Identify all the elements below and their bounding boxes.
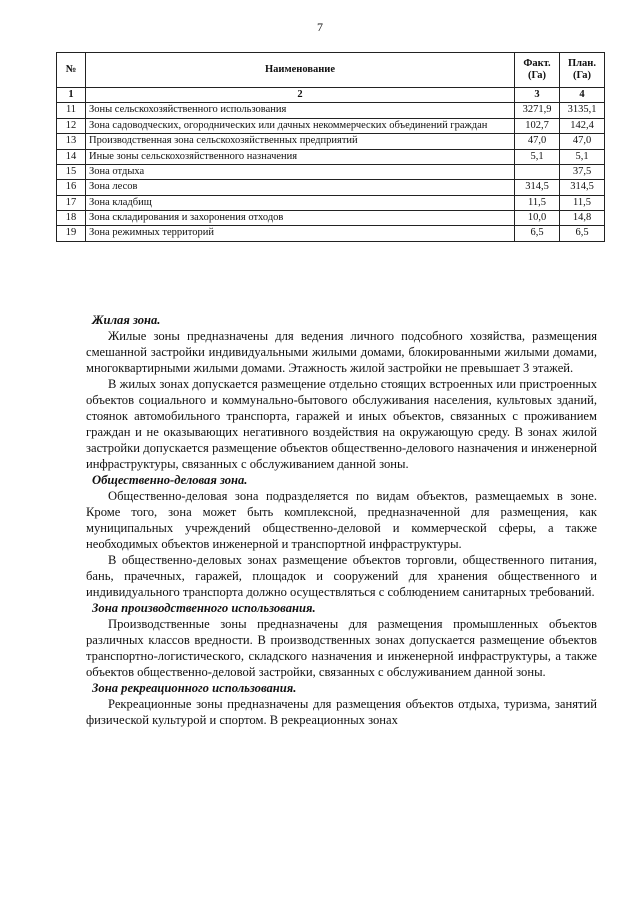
table-row [57,211,605,226]
land-use-table [56,52,605,242]
row-plan: 3135,1 [560,103,605,118]
row-num: 19 [57,226,86,241]
section-heading-residential: Жилая зона. [92,313,161,327]
row-plan: 6,5 [560,226,605,241]
row-num: 15 [57,164,86,179]
row-name: Зоны сельскохозяйственного использования [86,103,515,118]
row-name: Иные зоны сельскохозяйственного назначения [86,149,515,164]
table-index-row [57,88,605,103]
section-heading-recreational: Зона рекреационного использования. [92,681,297,695]
table-row [57,103,605,118]
row-num: 14 [57,149,86,164]
row-fact: 3271,9 [515,103,560,118]
document-body [86,312,597,728]
paragraph: Рекреационные зоны предназначены для размещения объектов отдыха, туризма, занятий физической культурой и спортом. В рекреационных зонах [86,697,597,727]
row-name: Зона режимных территорий [86,226,515,241]
index-cell: 1 [57,88,86,103]
row-num: 13 [57,134,86,149]
index-cell: 3 [515,88,560,103]
row-fact: 10,0 [515,211,560,226]
row-plan: 37,5 [560,164,605,179]
row-num: 17 [57,195,86,210]
paragraph: В жилых зонах допускается размещение отдельно стоящих встроенных или пристроенных объектов социального и коммунально-бытового обслуживания населения, культовых зданий, стоянок автомобильного транспорта, гаражей и иных объектов, связанных с проживанием граждан и не оказывающих негативного воздействия на окружающую среду. В зонах жилой застройки допускается размещение объектов общественно-делового назначения и инженерной инфраструктуры, связанных с обслуживанием данной зоны. [86,377,597,471]
row-plan: 14,8 [560,211,605,226]
row-plan: 47,0 [560,134,605,149]
row-fact: 314,5 [515,180,560,195]
row-fact: 102,7 [515,118,560,133]
paragraph: В общественно-деловых зонах размещение объектов торговли, общественного питания, бань, прачечных, гаражей, площадок и сооружений для хранения общественного и индивидуального транспорта должно осуществляться с соблюдением санитарных требований. [86,553,597,599]
row-name: Зона лесов [86,180,515,195]
table-row [57,195,605,210]
row-num: 11 [57,103,86,118]
paragraph: Производственные зоны предназначены для размещения промышленных объектов различных классов вредности. В производственных зонах допускается размещение объектов транспортно-логистического, складского назначения и инженерной инфраструктуры, а также объектов общественно-деловой застройки, связанных с обслуживанием данной зоны. [86,617,597,679]
table-row [57,118,605,133]
paragraph: Общественно-деловая зона подразделяется по видам объектов, размещаемых в зоне. Кроме того, зона может быть комплексной, предназначенной для размещения, как муниципальных учреждений общественно-деловой и коммерческой сферы, а также необходимых объектов инженерной и транспортной инфраструктуры. [86,489,597,551]
header-name: Наименование [86,53,515,88]
table-row [57,134,605,149]
table-row [57,164,605,179]
row-plan: 314,5 [560,180,605,195]
row-fact: 11,5 [515,195,560,210]
index-cell: 2 [86,88,515,103]
row-plan: 11,5 [560,195,605,210]
index-cell: 4 [560,88,605,103]
paragraph: Жилые зоны предназначены для ведения личного подсобного хозяйства, размещения смешанной застройки индивидуальными жилыми домами, блокированными жилыми домами, многоквартирными жилыми домами. Этажность жилой застройки не превышает 3 этажей. [86,329,597,375]
row-name: Производственная зона сельскохозяйственных предприятий [86,134,515,149]
table-row [57,226,605,241]
section-heading-industrial: Зона производственного использования. [92,601,316,615]
row-name: Зона складирования и захоронения отходов [86,211,515,226]
row-plan: 142,4 [560,118,605,133]
row-name: Зона кладбищ [86,195,515,210]
row-num: 18 [57,211,86,226]
header-num: № [57,53,86,88]
section-heading-public-business: Общественно-деловая зона. [92,473,248,487]
row-name: Зона садоводческих, огороднических или дачных некоммерческих объединений граждан [86,118,515,133]
header-fact: Факт. (Га) [515,53,560,88]
row-num: 16 [57,180,86,195]
table-header-row [57,53,605,88]
header-plan: План. (Га) [560,53,605,88]
row-fact: 5,1 [515,149,560,164]
row-name: Зона отдыха [86,164,515,179]
row-num: 12 [57,118,86,133]
row-fact: 47,0 [515,134,560,149]
table-row [57,149,605,164]
table-row [57,180,605,195]
row-plan: 5,1 [560,149,605,164]
row-fact: 6,5 [515,226,560,241]
page-number: 7 [317,20,323,34]
row-fact [515,164,560,179]
